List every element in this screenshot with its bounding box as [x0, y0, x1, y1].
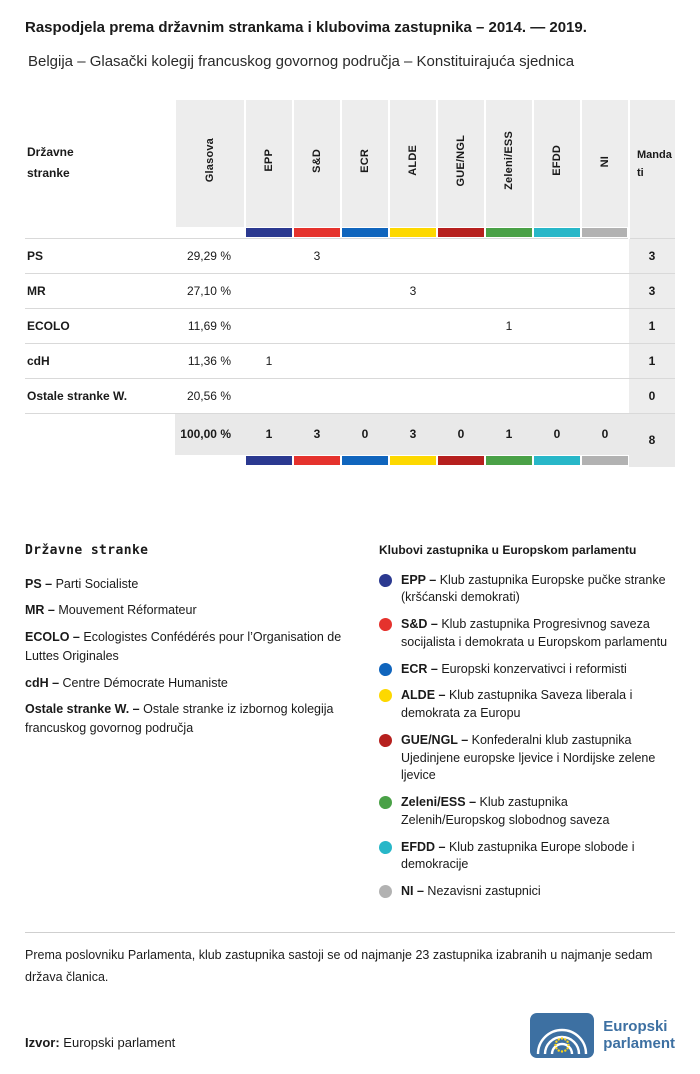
votes-value: 20,56 % — [175, 379, 245, 414]
group-column-header — [293, 100, 341, 227]
group-column-header — [341, 100, 389, 227]
group-seats-cell — [245, 239, 293, 274]
group-color-dot — [379, 689, 392, 702]
group-term: NI – — [401, 884, 424, 898]
group-desc: Klub zastupnika Progresivnog saveza socijalista i demokrata u Europskom parlamentu — [401, 617, 668, 649]
group-seats-cell — [293, 379, 341, 414]
group-color-stripe-row-bottom — [25, 455, 675, 467]
group-seats-cell — [533, 274, 581, 309]
group-legend-text — [401, 616, 675, 652]
group-term: EPP – — [401, 572, 437, 587]
row-header — [25, 100, 175, 239]
group-seats-cell — [533, 309, 581, 344]
distribution-table — [25, 100, 675, 467]
group-desc: Konfederalni klub zastupnika Ujedinjene europske ljevice i Nordijske zelene ljevice — [401, 732, 656, 783]
group-color-bar — [294, 228, 340, 237]
group-color-bar — [534, 228, 580, 237]
total-group-seats: 0 — [581, 414, 629, 455]
total-seats: 8 — [629, 414, 675, 467]
ep-logo — [530, 1013, 675, 1058]
group-legend-item — [379, 687, 675, 723]
group-column-label: NI — [599, 155, 611, 167]
row-header-label: Državne stranke — [27, 145, 74, 180]
party-desc: Ostale stranke iz izbornog kolegija francuskog govornog područja — [25, 702, 334, 735]
group-column-header — [485, 100, 533, 227]
total-group-seats: 0 — [437, 414, 485, 455]
total-group-seats: 0 — [533, 414, 581, 455]
total-group-seats: 0 — [341, 414, 389, 455]
votes-value: 11,69 % — [175, 309, 245, 344]
group-legend-item — [379, 661, 675, 679]
group-column-label: GUE/NGL — [455, 134, 467, 187]
group-column-label: ALDE — [407, 145, 419, 176]
group-seats-cell — [437, 379, 485, 414]
party-legend-item — [25, 628, 361, 666]
seats-value: 1 — [629, 344, 675, 379]
party-legend-item — [25, 700, 361, 738]
group-column-header — [581, 100, 629, 227]
group-column-header — [389, 100, 437, 227]
group-seats-cell — [293, 274, 341, 309]
seats-column-label: Mandati — [637, 149, 672, 179]
group-seats-cell — [485, 379, 533, 414]
group-column-label: EFDD — [551, 145, 563, 176]
page-title: Raspodjela prema državnim strankama i klubovima zastupnika – 2014. — 2019. — [25, 19, 587, 36]
group-legend-item — [379, 883, 675, 901]
group-legend-text — [401, 572, 675, 608]
groups-legend-heading: Klubovi zastupnika u Europskom parlamentu — [379, 542, 637, 557]
party-term: cdH – — [25, 675, 60, 690]
total-group-seats: 1 — [245, 414, 293, 455]
source-value: Europski parlament — [63, 1034, 176, 1050]
party-legend-item — [25, 601, 361, 620]
group-legend-item — [379, 616, 675, 652]
group-legend-item — [379, 839, 675, 875]
group-color-bar — [342, 228, 388, 237]
total-group-seats: 3 — [389, 414, 437, 455]
party-term: MR – — [25, 603, 55, 618]
group-desc: Klub zastupnika Zelenih/Europskog slobodnog saveza — [401, 795, 610, 827]
group-seats-cell — [581, 309, 629, 344]
votes-value: 27,10 % — [175, 274, 245, 309]
party-legend-item — [25, 674, 361, 693]
group-color-bar — [486, 228, 532, 237]
group-column-header — [533, 100, 581, 227]
group-desc: Klub zastupnika Europe slobode i demokracije — [401, 839, 635, 872]
source-label: Izvor: — [25, 1034, 60, 1050]
seats-value: 1 — [629, 309, 675, 344]
group-color-bar — [582, 456, 628, 465]
group-column-header — [245, 100, 293, 227]
seats-value: 0 — [629, 379, 675, 414]
group-seats-cell — [437, 344, 485, 379]
party-name: PS — [25, 239, 175, 274]
group-seats-cell — [245, 379, 293, 414]
group-color-dot — [379, 796, 392, 809]
group-seats-cell: 1 — [485, 309, 533, 344]
group-column-header — [437, 100, 485, 227]
group-seats-cell: 3 — [389, 274, 437, 309]
group-seats-cell — [485, 274, 533, 309]
group-seats-cell — [437, 309, 485, 344]
group-seats-cell — [485, 344, 533, 379]
table-header-row — [25, 100, 675, 227]
table-row — [25, 274, 675, 309]
group-color-bar — [438, 456, 484, 465]
table-row — [25, 239, 675, 274]
source-line — [25, 1035, 175, 1058]
group-term: S&D – — [401, 617, 438, 631]
party-term: Ostale stranke W. – — [25, 702, 140, 717]
parties-legend-items — [25, 575, 361, 738]
parties-legend — [25, 543, 361, 910]
group-seats-cell — [389, 309, 437, 344]
table-total-row — [25, 414, 675, 455]
group-legend-item — [379, 732, 675, 785]
group-color-bar — [534, 456, 580, 465]
group-color-dot — [379, 618, 392, 631]
group-legend-text — [401, 732, 675, 785]
group-seats-cell — [581, 239, 629, 274]
group-color-dot — [379, 574, 392, 587]
group-seats-cell — [341, 309, 389, 344]
group-seats-cell — [341, 239, 389, 274]
group-column-label: S&D — [311, 148, 323, 173]
group-color-bar — [390, 456, 436, 465]
seats-column-header — [629, 100, 675, 239]
total-votes: 100,00 % — [175, 414, 245, 455]
party-legend-item — [25, 575, 361, 594]
group-color-bar — [246, 456, 292, 465]
group-color-bar — [582, 228, 627, 237]
total-group-seats: 1 — [485, 414, 533, 455]
party-name: cdH — [25, 344, 175, 379]
group-color-bar — [342, 456, 388, 465]
total-group-seats: 3 — [293, 414, 341, 455]
party-term: ECOLO – — [25, 630, 80, 644]
parties-legend-heading: Državne stranke — [25, 542, 149, 558]
group-term: EFDD – — [401, 839, 446, 854]
ep-logo-text-line1: Europski — [603, 1017, 668, 1035]
group-legend-item — [379, 794, 675, 830]
group-column-label: Zeleni/ESS — [503, 131, 515, 190]
group-term: Zeleni/ESS – — [401, 795, 477, 809]
group-term: ALDE – — [401, 688, 446, 703]
group-color-bar — [294, 456, 340, 465]
table-row — [25, 379, 675, 414]
votes-value: 29,29 % — [175, 239, 245, 274]
group-seats-cell: 1 — [245, 344, 293, 379]
seats-value: 3 — [629, 274, 675, 309]
ep-logo-text-line2: parlament — [603, 1035, 675, 1052]
group-term: GUE/NGL – — [401, 732, 469, 747]
votes-value: 11,36 % — [175, 344, 245, 379]
group-seats-cell — [389, 344, 437, 379]
group-legend-text — [401, 839, 675, 875]
party-desc: Mouvement Réformateur — [58, 603, 197, 618]
group-term: ECR – — [401, 661, 438, 676]
group-seats-cell — [485, 239, 533, 274]
group-seats-cell — [389, 239, 437, 274]
party-desc: Centre Démocrate Humaniste — [62, 675, 228, 690]
group-seats-cell — [245, 309, 293, 344]
group-legend-text — [401, 661, 627, 679]
legend-section — [25, 543, 675, 910]
table-row — [25, 309, 675, 344]
group-seats-cell — [389, 379, 437, 414]
group-legend-text — [401, 794, 675, 830]
party-name: ECOLO — [25, 309, 175, 344]
group-legend-item — [379, 572, 675, 608]
group-desc: Europski konzervativci i reformisti — [441, 661, 627, 676]
groups-legend-items — [379, 572, 675, 901]
party-name: Ostale stranke W. — [25, 379, 175, 414]
group-seats-cell — [533, 239, 581, 274]
footer-divider — [25, 932, 675, 933]
votes-column-label: Glasova — [204, 138, 216, 183]
group-legend-text — [401, 883, 541, 901]
group-color-dot — [379, 734, 392, 747]
group-seats-cell — [341, 274, 389, 309]
footer-row — [25, 1013, 675, 1058]
group-seats-cell — [437, 274, 485, 309]
group-seats-cell: 3 — [293, 239, 341, 274]
votes-column-header — [175, 100, 245, 227]
group-color-bar — [438, 228, 484, 237]
table-row — [25, 344, 675, 379]
group-column-label: ECR — [359, 148, 371, 173]
groups-legend — [379, 543, 675, 910]
group-seats-cell — [341, 379, 389, 414]
party-desc: Ecologistes Confédérés pour l’Organisation de Luttes Originales — [25, 630, 342, 663]
group-seats-cell — [533, 344, 581, 379]
seats-value: 3 — [629, 239, 675, 274]
ep-logo-text — [603, 1018, 675, 1053]
group-desc: Nezavisni zastupnici — [427, 884, 541, 898]
group-seats-cell — [341, 344, 389, 379]
party-term: PS – — [25, 576, 53, 591]
group-seats-cell — [293, 344, 341, 379]
group-seats-cell — [437, 239, 485, 274]
group-color-bar — [246, 228, 292, 237]
group-color-dot — [379, 841, 392, 854]
party-name: MR — [25, 274, 175, 309]
group-seats-cell — [245, 274, 293, 309]
group-color-bar — [390, 228, 436, 237]
group-seats-cell — [533, 379, 581, 414]
group-color-dot — [379, 663, 392, 676]
group-seats-cell — [581, 379, 629, 414]
group-seats-cell — [293, 309, 341, 344]
group-desc: Klub zastupnika Saveza liberala i demokrata za Europu — [401, 688, 633, 720]
group-desc: Klub zastupnika Europske pučke stranke (kršćanski demokrati) — [401, 572, 666, 605]
group-color-bar — [486, 456, 532, 465]
group-color-dot — [379, 885, 392, 898]
page-subtitle: Belgija – Glasački kolegij francuskog govornog područja – Konstituirajuća sjednica — [28, 52, 575, 70]
party-desc: Parti Socialiste — [55, 576, 139, 591]
footnote: Prema poslovniku Parlamenta, klub zastupnika sastoji se od najmanje 23 zastupnika izabranih u najmanje sedam država članica. — [25, 947, 653, 984]
group-column-label: EPP — [263, 149, 275, 172]
group-seats-cell — [581, 344, 629, 379]
group-legend-text — [401, 687, 675, 723]
group-seats-cell — [581, 274, 629, 309]
ep-logo-icon — [530, 1013, 594, 1058]
